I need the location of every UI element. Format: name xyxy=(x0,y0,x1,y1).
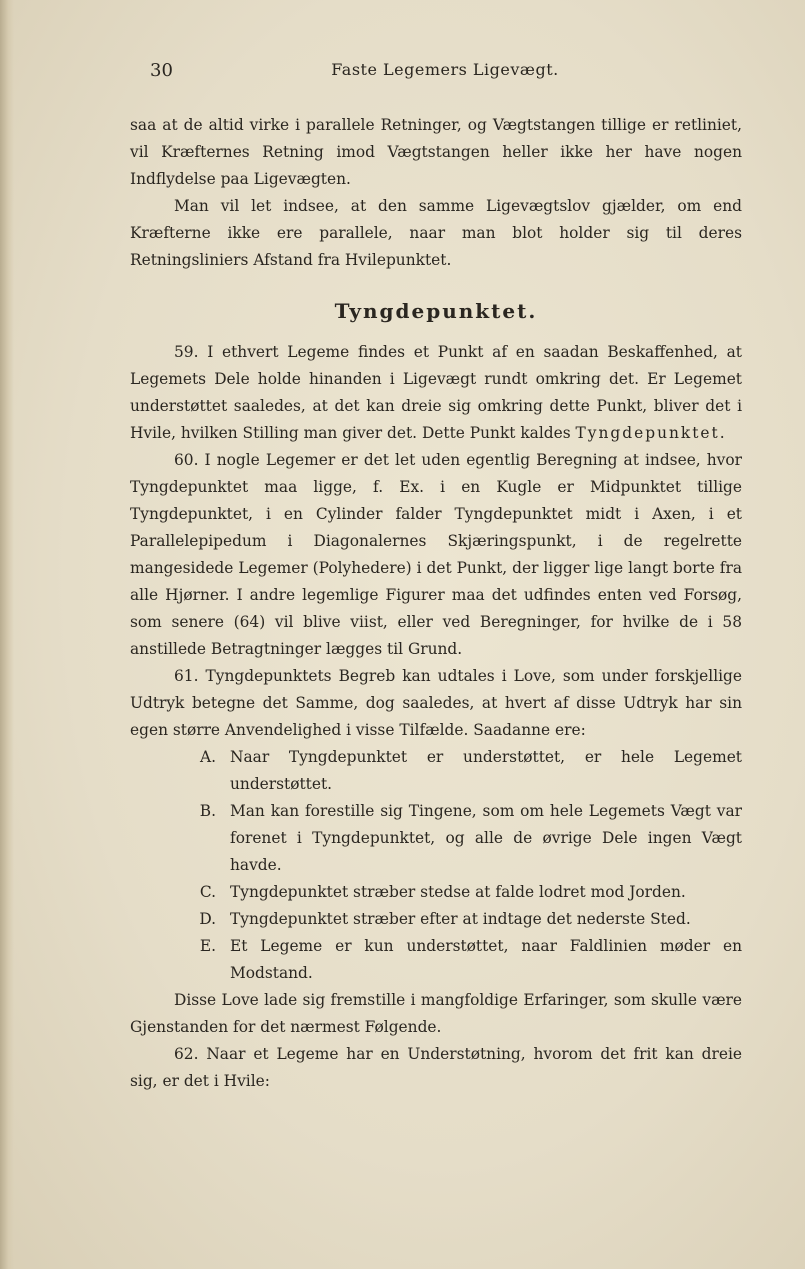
list-item-d xyxy=(130,906,742,933)
list-label-b: B. xyxy=(199,802,216,820)
list-text-a: Naar Tyngdepunktet er understøttet, er hele Legemet understøttet. xyxy=(230,748,742,793)
paragraph-61: 61. Tyngdepunktets Begreb kan udtales i Love, som under forskjellige Udtryk betegne det Samme, dog saaledes, at hvert af disse Udtryk har sin egen større Anvendelighed i visse Tilfælde. Saadanne ere: xyxy=(130,667,742,739)
list-text-d: Tyngdepunktet stræber efter at indtage det nederste Sted. xyxy=(230,910,691,928)
list-item-a xyxy=(130,744,742,798)
paragraph-intro-1: saa at de altid virke i parallele Retninger, og Vægtstangen tillige er retliniet, vil Kræfternes Retning imod Vægtstangen heller ikke her have nogen Indflydelse paa Ligevægten. xyxy=(130,116,742,188)
list-label-a: A. xyxy=(199,748,216,766)
paragraph-59-text: 59. I ethvert Legeme findes et Punkt af en saadan Beskaffenhed, at Legemets Dele holde hinanden i Ligevægt rundt omkring det. Er Legemet understøttet saaledes, at det kan dreie sig omkring dette Punkt, bliver det i Hvile, hvilken Stilling man giver det. Dette Punkt kaldes xyxy=(130,343,742,442)
list-item-e xyxy=(130,933,742,987)
list-text-c: Tyngdepunktet stræber stedse at falde lodret mod Jorden. xyxy=(230,883,686,901)
list-item-c xyxy=(130,879,742,906)
paragraph-62: 62. Naar et Legeme har en Understøtning, hvorom det frit kan dreie sig, er det i Hvile: xyxy=(130,1045,742,1090)
term-tyngdepunktet: Tyngdepunktet. xyxy=(575,424,727,442)
list-text-e: Et Legeme er kun understøttet, naar Faldlinien møder en Modstand. xyxy=(230,937,742,982)
running-head: Faste Legemers Ligevægt. xyxy=(331,60,559,79)
page-header xyxy=(150,60,740,84)
list-label-d: D. xyxy=(199,910,216,928)
page-number: 30 xyxy=(150,60,173,81)
paragraph-61-closing: Disse Love lade sig fremstille i mangfoldige Erfaringer, som skulle være Gjenstanden for det nærmest Følgende. xyxy=(130,991,742,1036)
paragraph-59 xyxy=(130,339,742,447)
page-body xyxy=(130,112,742,1095)
page-edge-shadow xyxy=(0,0,14,1269)
list-label-e: E. xyxy=(199,937,216,955)
list-label-c: C. xyxy=(199,883,216,901)
list-text-b: Man kan forestille sig Tingene, som om hele Legemets Vægt var forenet i Tyngdepunktet, og alle de øvrige Dele ingen Vægt havde. xyxy=(230,802,742,874)
list-item-b xyxy=(130,798,742,879)
section-title: Tyngdepunktet. xyxy=(334,299,538,323)
paragraph-intro-2: Man vil let indsee, at den samme Ligevægtslov gjælder, om end Kræfterne ikke ere parallele, naar man blot holder sig til deres Retningsliniers Afstand fra Hvilepunktet. xyxy=(130,197,742,269)
paragraph-60: 60. I nogle Legemer er det let uden egentlig Beregning at indsee, hvor Tyngdepunktet maa ligge, f. Ex. i en Kugle er Midpunktet tillige Tyngdepunktet, i en Cylinder falder Tyngdepunktet midt i Axen, i et Parallelepipedum i Diagonalernes Skjæringspunkt, i de regelrette mangesidede Legemer (Polyhedere) i det Punkt, der ligger lige langt borte fra alle Hjørner. I andre legemlige Figurer maa det udfindes enten ved Forsøg, som senere (64) vil blive viist, eller ved Beregninger, for hvilke de i 58 anstillede Betragtninger lægges til Grund. xyxy=(130,451,742,658)
